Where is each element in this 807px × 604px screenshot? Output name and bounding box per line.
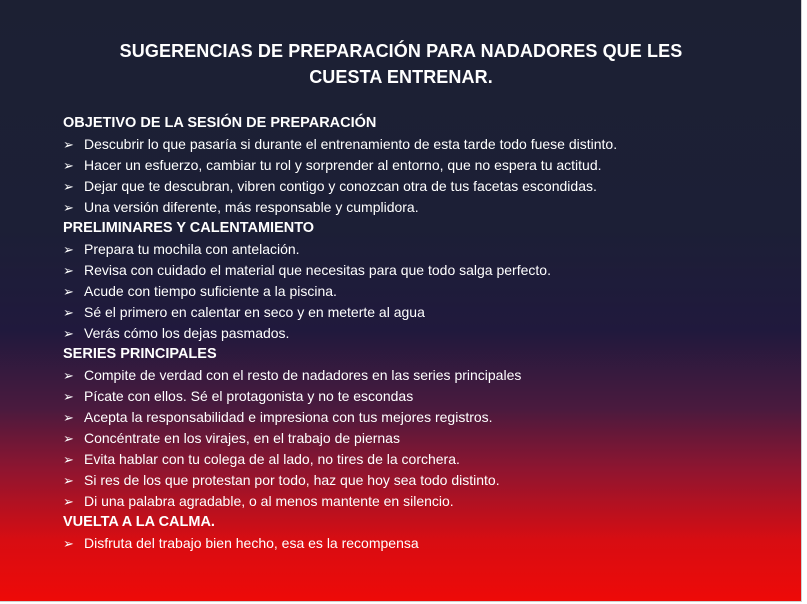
- title-line-2: CUESTA ENTRENAR.: [309, 67, 493, 87]
- list-item-text: Evita hablar con tu colega de al lado, no tires de la corchera.: [84, 451, 460, 467]
- list-item: [63, 470, 783, 491]
- arrow-bullet-icon: ➢: [63, 389, 74, 404]
- list-item: [63, 428, 783, 449]
- list-item-text: Descubrir lo que pasaría si durante el entrenamiento de esta tarde todo fuese distinto.: [84, 136, 618, 152]
- list-item-text: Compite de verdad con el resto de nadadores en las series principales: [84, 367, 522, 383]
- list-item: [63, 281, 783, 302]
- section-heading: PRELIMINARES Y CALENTAMIENTO: [63, 220, 315, 236]
- arrow-bullet-icon: ➢: [63, 200, 74, 215]
- list-item: [63, 323, 783, 344]
- arrow-bullet-icon: ➢: [63, 431, 74, 446]
- list-item: [63, 407, 783, 428]
- arrow-bullet-icon: ➢: [63, 179, 74, 194]
- list-item: [63, 449, 783, 470]
- list-item: [63, 260, 783, 281]
- arrow-bullet-icon: ➢: [63, 242, 74, 257]
- list-item: [63, 302, 783, 323]
- section-preliminares: [63, 218, 783, 344]
- title-line-1: SUGERENCIAS DE PREPARACIÓN PARA NADADORES QUE LES: [119, 41, 683, 61]
- section-heading: OBJETIVO DE LA SESIÓN DE PREPARACIÓN: [63, 115, 377, 131]
- slide-title: [60, 38, 742, 90]
- list-item-text: Prepara tu mochila con antelación.: [84, 241, 300, 257]
- arrow-bullet-icon: ➢: [63, 305, 74, 320]
- list-item: [63, 155, 783, 176]
- list-item: [63, 491, 783, 512]
- section-heading: VUELTA A LA CALMA.: [63, 514, 215, 530]
- list-item-text: Acepta la responsabilidad e impresiona con tus mejores registros.: [84, 409, 493, 425]
- list-item: [63, 176, 783, 197]
- list-item-text: Verás cómo los dejas pasmados.: [84, 325, 290, 341]
- list-item: [63, 386, 783, 407]
- list-item: [63, 533, 783, 554]
- section-series: [63, 344, 783, 512]
- list-item-text: Acude con tiempo suficiente a la piscina.: [84, 283, 337, 299]
- list-item: [63, 134, 783, 155]
- list-item: [63, 197, 783, 218]
- section-heading: SERIES PRINCIPALES: [63, 346, 217, 362]
- arrow-bullet-icon: ➢: [63, 137, 74, 152]
- list-item-text: Di una palabra agradable, o al menos mantente en silencio.: [84, 493, 454, 509]
- list-item-text: Sé el primero en calentar en seco y en meterte al agua: [84, 304, 425, 320]
- arrow-bullet-icon: ➢: [63, 536, 74, 551]
- list-item-text: Disfruta del trabajo bien hecho, esa es la recompensa: [84, 535, 419, 551]
- list-item: [63, 365, 783, 386]
- arrow-bullet-icon: ➢: [63, 452, 74, 467]
- arrow-bullet-icon: ➢: [63, 263, 74, 278]
- slide-content: [63, 113, 783, 554]
- list-item-text: Si res de los que protestan por todo, haz que hoy sea todo distinto.: [84, 472, 500, 488]
- list-item-text: Una versión diferente, más responsable y cumplidora.: [84, 199, 419, 215]
- list-item-text: Revisa con cuidado el material que necesitas para que todo salga perfecto.: [84, 262, 551, 278]
- arrow-bullet-icon: ➢: [63, 368, 74, 383]
- list-item-text: Hacer un esfuerzo, cambiar tu rol y sorprender al entorno, que no espera tu actitud.: [84, 157, 602, 173]
- list-item-text: Dejar que te descubran, vibren contigo y conozcan otra de tus facetas escondidas.: [84, 178, 597, 194]
- arrow-bullet-icon: ➢: [63, 494, 74, 509]
- arrow-bullet-icon: ➢: [63, 284, 74, 299]
- arrow-bullet-icon: ➢: [63, 410, 74, 425]
- arrow-bullet-icon: ➢: [63, 473, 74, 488]
- list-item-text: Pícate con ellos. Sé el protagonista y no te escondas: [84, 388, 414, 404]
- section-objetivo: [63, 113, 783, 218]
- list-item: [63, 239, 783, 260]
- section-vuelta-calma: [63, 512, 783, 554]
- arrow-bullet-icon: ➢: [63, 158, 74, 173]
- arrow-bullet-icon: ➢: [63, 326, 74, 341]
- list-item-text: Concéntrate en los virajes, en el trabajo de piernas: [84, 430, 400, 446]
